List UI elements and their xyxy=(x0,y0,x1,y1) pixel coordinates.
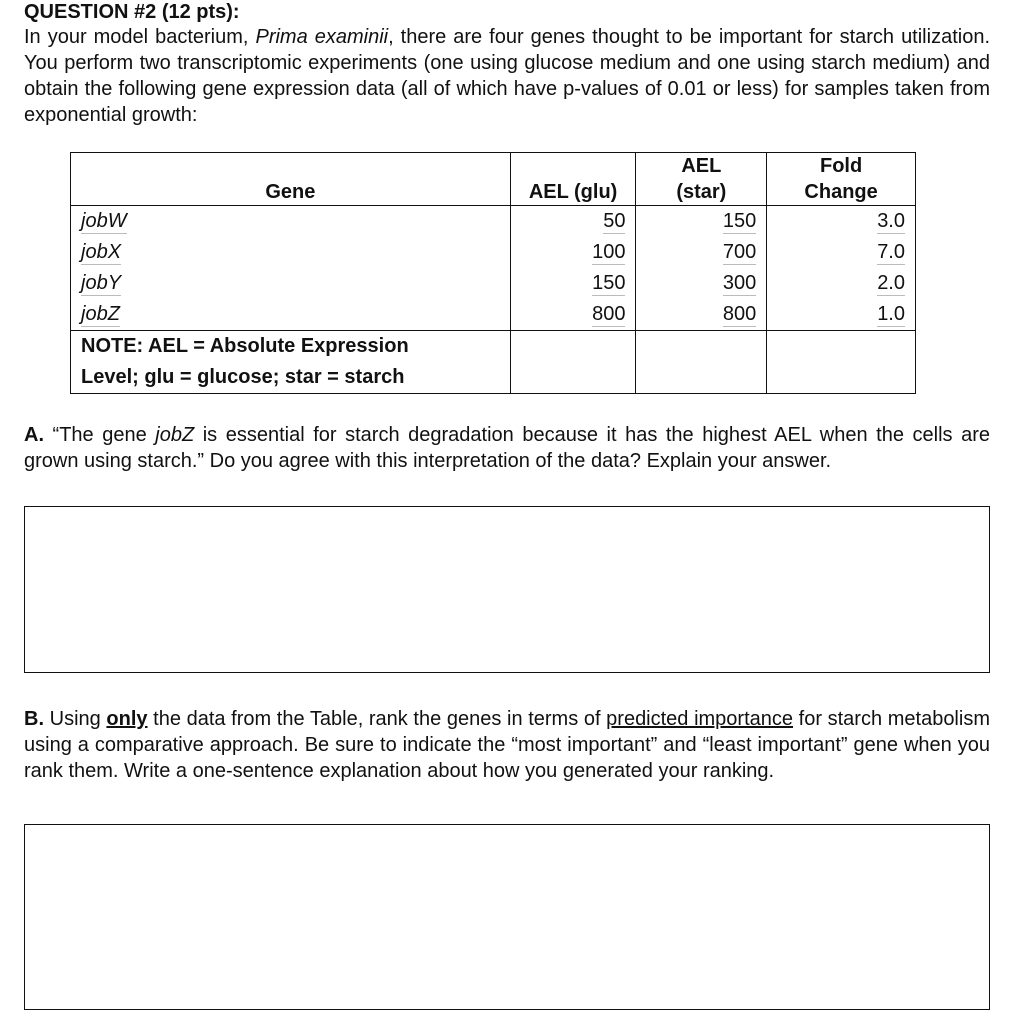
answer-box-b[interactable] xyxy=(24,824,990,1010)
header-ael-star: AEL (star) xyxy=(636,153,767,206)
header-gene: Gene xyxy=(71,153,511,206)
table-row xyxy=(71,299,916,331)
ael-star-cell: 300 xyxy=(636,268,767,299)
emphasis-only: only xyxy=(106,708,148,730)
table-note: NOTE: AEL = Absolute Expression Level; glu = glucose; star = starch xyxy=(71,331,511,394)
table-row xyxy=(71,237,916,268)
fold-change-cell: 7.0 xyxy=(767,237,916,268)
emphasis-predicted-importance: predicted importance xyxy=(606,708,794,730)
header-ael-glu: AEL (glu) xyxy=(510,153,636,206)
intro-text-2: , there are four genes thought to be important for starch utilization. You perform two transcriptomic experiments (one using glucose medium and one using starch medium) and obtain the following gene expression data (all of which have p-values of 0.01 or less) for samples taken from exponential growth: xyxy=(24,26,990,126)
question-intro xyxy=(24,24,990,128)
organism-name: Prima examinii xyxy=(255,26,389,48)
ael-glu-cell: 50 xyxy=(510,206,636,238)
gene-cell: jobX xyxy=(71,237,511,268)
table-row xyxy=(71,268,916,299)
empty-cell xyxy=(510,331,636,394)
header-fold-change: Fold Change xyxy=(767,153,916,206)
question-title: QUESTION #2 (12 pts): xyxy=(24,1,240,23)
part-b-label: B. xyxy=(24,708,44,730)
ael-star-cell: 700 xyxy=(636,237,767,268)
ael-star-cell: 800 xyxy=(636,299,767,331)
gene-name: jobZ xyxy=(155,424,195,446)
empty-cell xyxy=(767,331,916,394)
ael-star-cell: 150 xyxy=(636,206,767,238)
part-a-label: A. xyxy=(24,424,44,446)
fold-change-cell: 3.0 xyxy=(767,206,916,238)
answer-box-a[interactable] xyxy=(24,506,990,673)
gene-cell: jobZ xyxy=(71,299,511,331)
fold-change-cell: 2.0 xyxy=(767,268,916,299)
ael-glu-cell: 800 xyxy=(510,299,636,331)
gene-cell: jobY xyxy=(71,268,511,299)
table-row xyxy=(71,206,916,238)
part-a-prompt: A. “The gene jobZ is essential for starch degradation because it has the highest AEL when the cells are grown using starch.” Do you agree with this interpretation of the data? Explain your answer. xyxy=(24,424,990,472)
intro-text-1: In your model bacterium, xyxy=(24,26,256,48)
ael-glu-cell: 150 xyxy=(510,268,636,299)
table-header-row xyxy=(71,153,916,206)
part-b-prompt: B. Using only the data from the Table, rank the genes in terms of predicted importance for starch metabolism using a comparative approach. Be sure to indicate the “most important” and “least important” gene when you rank them. Write a one-sentence explanation about how you generated your ranking. xyxy=(24,708,990,782)
fold-change-cell: 1.0 xyxy=(767,299,916,331)
gene-expression-table xyxy=(70,152,916,394)
empty-cell xyxy=(636,331,767,394)
table-note-row xyxy=(71,331,916,394)
gene-cell: jobW xyxy=(71,206,511,238)
ael-glu-cell: 100 xyxy=(510,237,636,268)
